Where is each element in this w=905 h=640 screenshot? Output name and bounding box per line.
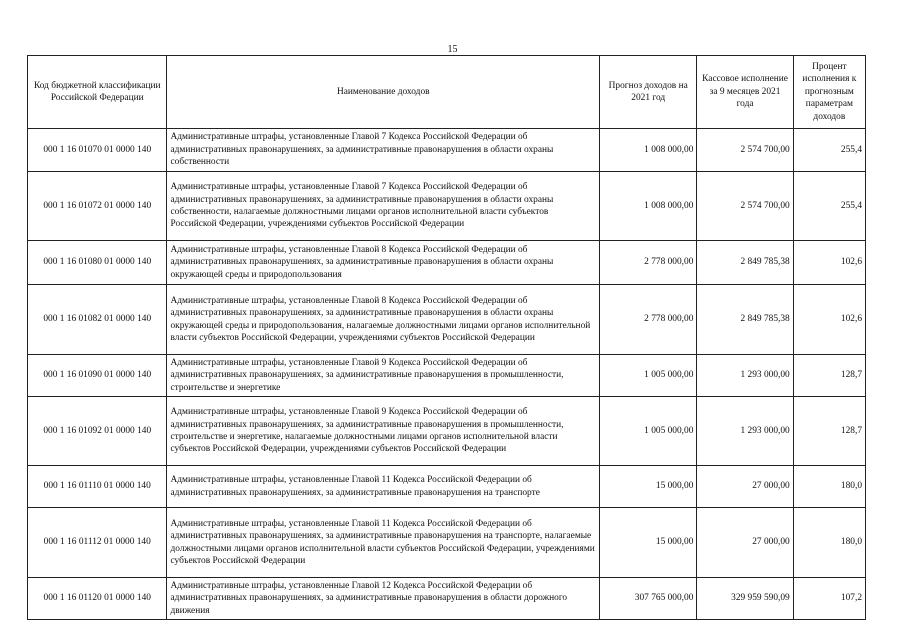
row-forecast: 2 778 000,00	[600, 285, 697, 355]
row-cash: 27 000,00	[697, 466, 793, 508]
page-number: 15	[447, 44, 458, 55]
row-percent: 128,7	[793, 355, 865, 397]
row-code: 000 1 16 01072 01 0000 140	[28, 172, 167, 241]
table-row	[28, 172, 866, 241]
row-percent: 102,6	[793, 285, 865, 355]
row-name: Административные штрафы, установленные Главой 12 Кодекса Российской Федерации об административных правонарушениях, за административные правонарушения в области дорожного движения	[167, 578, 600, 620]
row-cash: 1 293 000,00	[697, 355, 793, 397]
row-cash: 2 574 700,00	[697, 129, 793, 172]
table-row	[28, 466, 866, 508]
row-cash: 1 293 000,00	[697, 397, 793, 466]
revenue-table	[27, 55, 866, 620]
row-percent: 180,0	[793, 466, 865, 508]
header-code: Код бюджетной классификации Российской Федерации	[28, 56, 167, 129]
row-percent: 180,0	[793, 508, 865, 578]
row-forecast: 1 005 000,00	[600, 355, 697, 397]
row-name: Административные штрафы, установленные Главой 8 Кодекса Российской Федерации об административных правонарушениях, за административные правонарушения в области охраны окружающей среды и природопользования, налагаемые должностными лицами органов исполнительной власти субъектов Российской Федерации, учреждениями субъектов Российской Федерации	[167, 285, 600, 355]
row-forecast: 15 000,00	[600, 508, 697, 578]
row-name: Административные штрафы, установленные Главой 7 Кодекса Российской Федерации об административных правонарушениях, за административные правонарушения в области охраны собственности	[167, 129, 600, 172]
row-code: 000 1 16 01070 01 0000 140	[28, 129, 167, 172]
row-percent: 128,7	[793, 397, 865, 466]
row-forecast: 1 008 000,00	[600, 172, 697, 241]
row-cash: 329 959 590,09	[697, 578, 793, 620]
row-name: Административные штрафы, установленные Главой 9 Кодекса Российской Федерации об административных правонарушениях, за административные правонарушения в промышленности, строительстве и энергетике	[167, 355, 600, 397]
row-name: Административные штрафы, установленные Главой 11 Кодекса Российской Федерации об административных правонарушениях, за административные правонарушения на транспорте	[167, 466, 600, 508]
row-percent: 102,6	[793, 241, 865, 285]
table-row	[28, 508, 866, 578]
row-code: 000 1 16 01090 01 0000 140	[28, 355, 167, 397]
header-percent: Процент исполнения к прогнозным параметрам доходов	[793, 56, 865, 129]
row-percent: 255,4	[793, 129, 865, 172]
header-forecast: Прогноз доходов на 2021 год	[600, 56, 697, 129]
row-cash: 2 574 700,00	[697, 172, 793, 241]
row-code: 000 1 16 01112 01 0000 140	[28, 508, 167, 578]
row-code: 000 1 16 01092 01 0000 140	[28, 397, 167, 466]
table-row	[28, 241, 866, 285]
table-row	[28, 578, 866, 620]
header-cash: Кассовое исполнение за 9 месяцев 2021 года	[697, 56, 793, 129]
header-row	[28, 56, 866, 129]
row-name: Административные штрафы, установленные Главой 9 Кодекса Российской Федерации об административных правонарушениях, за административные правонарушения в промышленности, строительстве и энергетике, налагаемые должностными лицами органов исполнительной власти субъектов Российской Федерации, учреждениями субъектов Российской Федерации	[167, 397, 600, 466]
row-name: Административные штрафы, установленные Главой 7 Кодекса Российской Федерации об административных правонарушениях, за административные правонарушения в области охраны собственности, налагаемые должностными лицами органов исполнительной власти субъектов Российской Федерации, учреждениями субъектов Российской Федерации	[167, 172, 600, 241]
row-name: Административные штрафы, установленные Главой 8 Кодекса Российской Федерации об административных правонарушениях, за административные правонарушения в области охраны окружающей среды и природопользования	[167, 241, 600, 285]
header-name: Наименование доходов	[167, 56, 600, 129]
row-code: 000 1 16 01110 01 0000 140	[28, 466, 167, 508]
row-forecast: 307 765 000,00	[600, 578, 697, 620]
row-cash: 2 849 785,38	[697, 285, 793, 355]
row-name: Административные штрафы, установленные Главой 11 Кодекса Российской Федерации об административных правонарушениях, за административные правонарушения на транспорте, налагаемые должностными лицами органов исполнительной власти субъектов Российской Федерации, учреждениями субъектов Российской Федерации	[167, 508, 600, 578]
row-cash: 27 000,00	[697, 508, 793, 578]
row-percent: 107,2	[793, 578, 865, 620]
row-code: 000 1 16 01080 01 0000 140	[28, 241, 167, 285]
row-percent: 255,4	[793, 172, 865, 241]
table-row	[28, 285, 866, 355]
row-forecast: 1 005 000,00	[600, 397, 697, 466]
row-code: 000 1 16 01120 01 0000 140	[28, 578, 167, 620]
row-cash: 2 849 785,38	[697, 241, 793, 285]
table-row	[28, 355, 866, 397]
row-forecast: 2 778 000,00	[600, 241, 697, 285]
table-row	[28, 129, 866, 172]
row-forecast: 1 008 000,00	[600, 129, 697, 172]
row-code: 000 1 16 01082 01 0000 140	[28, 285, 167, 355]
table-row	[28, 397, 866, 466]
row-forecast: 15 000,00	[600, 466, 697, 508]
